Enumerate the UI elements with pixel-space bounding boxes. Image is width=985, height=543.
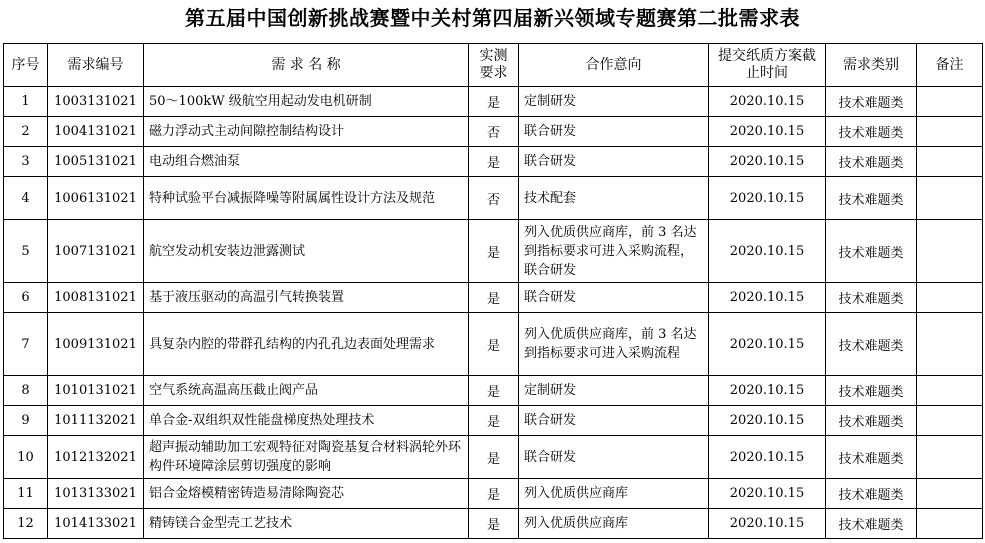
- cell-test: 是: [469, 87, 519, 117]
- cell-remark: [917, 376, 983, 406]
- cell-category: 技术难题类: [826, 147, 917, 177]
- table-row: [4, 479, 983, 509]
- table-row: [4, 283, 983, 313]
- cell-coop: 联合研发: [519, 436, 709, 479]
- cell-test: 是: [469, 147, 519, 177]
- cell-coop: 列入优质供应商库，前 3 名达到指标要求可进入采购流程，联合研发: [519, 220, 709, 283]
- cell-deadline: 2020.10.15: [709, 406, 826, 436]
- cell-remark: [917, 283, 983, 313]
- table-header-row: [4, 44, 983, 87]
- cell-seq: 3: [4, 147, 48, 177]
- table-body: [4, 87, 983, 539]
- cell-code: 1004131021: [48, 117, 144, 147]
- cell-code: 1003131021: [48, 87, 144, 117]
- cell-seq: 9: [4, 406, 48, 436]
- cell-category: 技术难题类: [826, 509, 917, 539]
- cell-test: 否: [469, 177, 519, 220]
- cell-category: 技术难题类: [826, 406, 917, 436]
- cell-seq: 11: [4, 479, 48, 509]
- cell-coop: 定制研发: [519, 87, 709, 117]
- cell-seq: 12: [4, 509, 48, 539]
- cell-coop: 列入优质供应商库: [519, 479, 709, 509]
- cell-code: 1010131021: [48, 376, 144, 406]
- header-seq: 序号: [4, 44, 48, 87]
- cell-deadline: 2020.10.15: [709, 220, 826, 283]
- cell-test: 是: [469, 376, 519, 406]
- cell-category: 技术难题类: [826, 376, 917, 406]
- document-title: 第五届中国创新挑战赛暨中关村第四届新兴领域专题赛第二批需求表: [185, 6, 800, 30]
- cell-deadline: 2020.10.15: [709, 436, 826, 479]
- cell-name: 铝合金熔模精密铸造易清除陶瓷芯: [144, 479, 469, 509]
- cell-deadline: 2020.10.15: [709, 376, 826, 406]
- cell-seq: 6: [4, 283, 48, 313]
- cell-coop: 联合研发: [519, 147, 709, 177]
- header-deadline: 提交纸质方案截止时间: [709, 44, 826, 87]
- cell-seq: 2: [4, 117, 48, 147]
- cell-test: 是: [469, 313, 519, 376]
- table-row: [4, 87, 983, 117]
- cell-test: 否: [469, 117, 519, 147]
- table-row: [4, 313, 983, 376]
- cell-name: 50～100kW 级航空用起动发电机研制: [144, 87, 469, 117]
- cell-category: 技术难题类: [826, 283, 917, 313]
- cell-deadline: 2020.10.15: [709, 87, 826, 117]
- cell-name: 精铸镁合金型壳工艺技术: [144, 509, 469, 539]
- cell-remark: [917, 177, 983, 220]
- cell-name: 基于液压驱动的高温引气转换装置: [144, 283, 469, 313]
- table-row: [4, 147, 983, 177]
- cell-coop: 联合研发: [519, 406, 709, 436]
- table-row: [4, 220, 983, 283]
- cell-code: 1013133021: [48, 479, 144, 509]
- cell-remark: [917, 313, 983, 376]
- cell-name: 航空发动机安装边泄露测试: [144, 220, 469, 283]
- cell-deadline: 2020.10.15: [709, 479, 826, 509]
- cell-seq: 7: [4, 313, 48, 376]
- cell-seq: 5: [4, 220, 48, 283]
- table-row: [4, 177, 983, 220]
- cell-test: 是: [469, 406, 519, 436]
- table-row: [4, 376, 983, 406]
- header-coop: 合作意向: [519, 44, 709, 87]
- cell-seq: 10: [4, 436, 48, 479]
- cell-deadline: 2020.10.15: [709, 117, 826, 147]
- cell-name: 超声振动辅助加工宏观特征对陶瓷基复合材料涡轮外环构件环境障涂层剪切强度的影响: [144, 436, 469, 479]
- cell-remark: [917, 117, 983, 147]
- cell-code: 1014133021: [48, 509, 144, 539]
- cell-deadline: 2020.10.15: [709, 313, 826, 376]
- cell-category: 技术难题类: [826, 436, 917, 479]
- header-code: 需求编号: [48, 44, 144, 87]
- cell-code: 1005131021: [48, 147, 144, 177]
- cell-code: 1007131021: [48, 220, 144, 283]
- cell-seq: 8: [4, 376, 48, 406]
- cell-coop: 联合研发: [519, 283, 709, 313]
- cell-test: 是: [469, 220, 519, 283]
- cell-name: 空气系统高温高压截止阀产品: [144, 376, 469, 406]
- cell-category: 技术难题类: [826, 177, 917, 220]
- table-row: [4, 117, 983, 147]
- header-name: 需 求 名 称: [144, 44, 469, 87]
- cell-name: 磁力浮动式主动间隙控制结构设计: [144, 117, 469, 147]
- cell-coop: 定制研发: [519, 376, 709, 406]
- cell-deadline: 2020.10.15: [709, 147, 826, 177]
- cell-remark: [917, 479, 983, 509]
- cell-remark: [917, 220, 983, 283]
- cell-seq: 4: [4, 177, 48, 220]
- cell-remark: [917, 436, 983, 479]
- table-row: [4, 509, 983, 539]
- cell-remark: [917, 509, 983, 539]
- cell-deadline: 2020.10.15: [709, 177, 826, 220]
- cell-category: 技术难题类: [826, 313, 917, 376]
- cell-coop: 列入优质供应商库，前 3 名达到指标要求可进入采购流程: [519, 313, 709, 376]
- cell-remark: [917, 87, 983, 117]
- cell-category: 技术难题类: [826, 87, 917, 117]
- cell-coop: 技术配套: [519, 177, 709, 220]
- cell-name: 单合金-双组织双性能盘梯度热处理技术: [144, 406, 469, 436]
- cell-remark: [917, 406, 983, 436]
- cell-name: 电动组合燃油泵: [144, 147, 469, 177]
- cell-code: 1011132021: [48, 406, 144, 436]
- cell-name: 特种试验平台减振降噪等附属属性设计方法及规范: [144, 177, 469, 220]
- cell-code: 1012132021: [48, 436, 144, 479]
- cell-code: 1009131021: [48, 313, 144, 376]
- cell-test: 是: [469, 479, 519, 509]
- table-row: [4, 406, 983, 436]
- header-category: 需求类别: [826, 44, 917, 87]
- cell-deadline: 2020.10.15: [709, 283, 826, 313]
- cell-category: 技术难题类: [826, 479, 917, 509]
- cell-coop: 列入优质供应商库: [519, 509, 709, 539]
- cell-remark: [917, 147, 983, 177]
- cell-code: 1008131021: [48, 283, 144, 313]
- header-remark: 备注: [917, 44, 983, 87]
- cell-test: 是: [469, 436, 519, 479]
- cell-code: 1006131021: [48, 177, 144, 220]
- cell-category: 技术难题类: [826, 117, 917, 147]
- requirements-table: [3, 43, 983, 539]
- cell-test: 是: [469, 509, 519, 539]
- cell-deadline: 2020.10.15: [709, 509, 826, 539]
- table-row: [4, 436, 983, 479]
- header-test: 实测要求: [469, 44, 519, 87]
- cell-category: 技术难题类: [826, 220, 917, 283]
- cell-coop: 联合研发: [519, 117, 709, 147]
- cell-seq: 1: [4, 87, 48, 117]
- cell-test: 是: [469, 283, 519, 313]
- cell-name: 具复杂内腔的带群孔结构的内孔孔边表面处理需求: [144, 313, 469, 376]
